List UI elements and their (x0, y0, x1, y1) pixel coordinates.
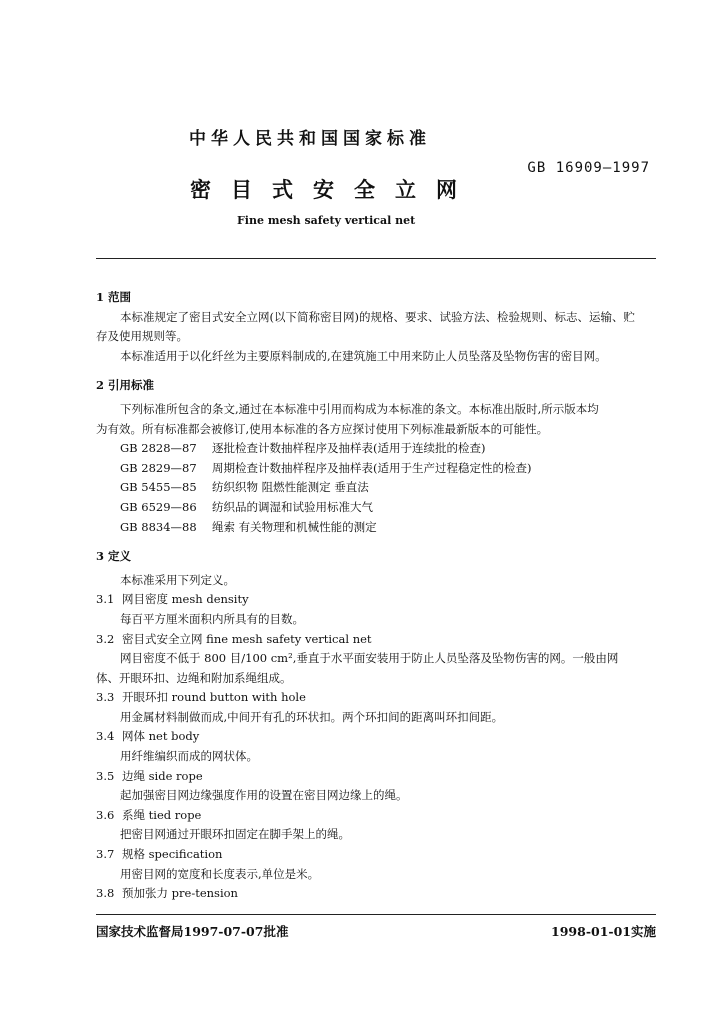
header-divider (96, 258, 656, 259)
paragraph: 本标准规定了密目式安全立网(以下简称密目网)的规格、要求、试验方法、检验规则、标志、运输、贮 (120, 309, 635, 324)
reference-item (96, 518, 658, 538)
term-definition: 把密目网通过开眼环扣固定在脚手架上的绳。 (120, 827, 350, 842)
term-number: 3.6 (96, 807, 115, 822)
footer-divider (96, 914, 656, 915)
reference-title: 逐批检查计数抽样程序及抽样表(适用于连续批的检查) (212, 441, 486, 456)
reference-code: GB 2829—87 (120, 460, 197, 475)
term-heading (96, 727, 658, 747)
term-number: 3.8 (96, 886, 115, 901)
term-definition: 用纤维编织而成的网状体。 (120, 749, 258, 764)
term-name: 边绳 side rope (122, 768, 203, 783)
term-name: 密目式安全立网 fine mesh safety vertical net (122, 631, 372, 646)
term-heading (96, 630, 658, 650)
reference-code: GB 5455—85 (120, 480, 197, 495)
term-number: 3.7 (96, 847, 115, 862)
paragraph: 本标准采用下列定义。 (120, 572, 235, 587)
reference-code: GB 2828—87 (120, 441, 197, 456)
reference-title: 纺织织物 阻燃性能测定 垂直法 (212, 480, 369, 495)
term-definition: 用密目网的宽度和长度表示,单位是米。 (120, 866, 320, 881)
reference-item (96, 478, 658, 498)
term-name: 系绳 tied rope (122, 807, 202, 822)
standard-code: GB 16909—1997 (527, 160, 650, 176)
term-name: 开眼环扣 round button with hole (122, 690, 306, 705)
term-heading (96, 590, 658, 610)
implementation-date: 1998-01-01实施 (551, 924, 656, 939)
reference-item (96, 459, 658, 479)
reference-item (96, 498, 658, 518)
document-title: 密目式安全立网 (190, 177, 477, 202)
paragraph: 为有效。所有标准都会被修订,使用本标准的各方应探讨使用下列标准最新版本的可能性。 (96, 421, 549, 436)
term-number: 3.4 (96, 729, 115, 744)
issuing-authority: 中华人民共和国国家标准 (189, 129, 431, 149)
term-heading (96, 845, 658, 865)
reference-title: 绳索 有关物理和机械性能的测定 (212, 519, 377, 534)
term-heading (96, 767, 658, 787)
term-number: 3.1 (96, 592, 115, 607)
term-definition: 起加强密目网边缘强度作用的设置在密目网边缘上的绳。 (120, 788, 408, 803)
term-number: 3.3 (96, 690, 115, 705)
approval-line: 国家技术监督局1997-07-07批准 (96, 924, 289, 939)
reference-title: 纺织品的调湿和试验用标准大气 (212, 499, 373, 514)
reference-code: GB 6529—86 (120, 499, 197, 514)
section-heading: 3 定义 (96, 549, 132, 564)
paragraph: 下列标准所包含的条文,通过在本标准中引用而构成为本标准的条文。本标准出版时,所示版本均 (120, 401, 599, 416)
document-title-english: Fine mesh safety vertical net (237, 214, 416, 227)
reference-item (96, 439, 658, 459)
section-heading: 1 范围 (96, 290, 132, 304)
section-heading: 2 引用标准 (96, 378, 155, 393)
term-name: 预加张力 pre-tension (122, 886, 238, 901)
paragraph: 本标准适用于以化纤丝为主要原料制成的,在建筑施工中用来防止人员坠落及坠物伤害的密目网。 (120, 348, 607, 363)
term-name: 网体 net body (122, 729, 200, 744)
term-definition: 用金属材料制做而成,中间开有孔的环状扣。两个环扣间的距离叫环扣间距。 (120, 709, 504, 724)
term-heading (96, 884, 658, 904)
term-definition: 网目密度不低于 800 目/100 cm²,垂直于水平面安装用于防止人员坠落及坠物伤害的网。一般由网 (120, 651, 619, 666)
reference-code: GB 8834—88 (120, 519, 197, 534)
term-heading (96, 806, 658, 826)
term-heading (96, 688, 658, 708)
paragraph: 存及使用规则等。 (96, 329, 188, 344)
reference-title: 周期检查计数抽样程序及抽样表(适用于生产过程稳定性的检查) (212, 460, 532, 475)
term-number: 3.5 (96, 768, 115, 783)
term-definition: 每百平方厘米面积内所具有的目数。 (120, 611, 304, 626)
term-number: 3.2 (96, 631, 115, 646)
term-definition: 体、开眼环扣、边绳和附加系绳组成。 (96, 670, 292, 685)
term-name: 规格 specification (122, 847, 223, 862)
term-name: 网目密度 mesh density (122, 592, 249, 607)
document-body (96, 288, 658, 904)
